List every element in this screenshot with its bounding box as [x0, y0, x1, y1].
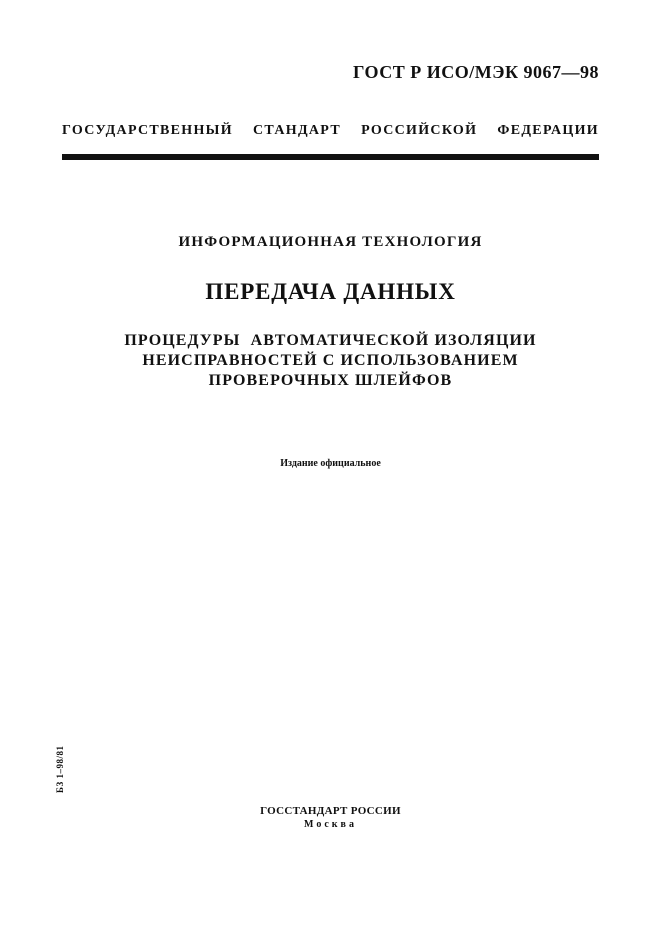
- side-code: БЗ 1–98/81: [55, 745, 65, 793]
- edition-label: Издание официальное: [280, 458, 381, 469]
- subtitle: [62, 331, 599, 391]
- publisher-name: ГОССТАНДАРТ РОССИИ: [260, 805, 401, 817]
- subtitle-line: ПРОВЕРОЧНЫХ ШЛЕЙФОВ: [208, 372, 453, 389]
- header-word: ГОСУДАРСТВЕННЫЙ: [62, 123, 233, 138]
- header-word: ФЕДЕРАЦИИ: [497, 123, 599, 138]
- header-word: СТАНДАРТ: [253, 123, 341, 138]
- publisher-city: Москва: [304, 819, 357, 830]
- standard-number: ГОСТ Р ИСО/МЭК 9067—98: [353, 62, 599, 82]
- subtitle-line: ПРОЦЕДУРЫ АВТОМАТИЧЕСКОЙ ИЗОЛЯЦИИ: [124, 332, 537, 349]
- header-word: РОССИЙСКОЙ: [361, 123, 478, 138]
- subject-area-title: ИНФОРМАЦИОННАЯ ТЕХНОЛОГИЯ: [178, 234, 483, 250]
- header-rule: [62, 154, 599, 160]
- main-title: ПЕРЕДАЧА ДАННЫХ: [205, 279, 456, 304]
- state-standard-header: [62, 123, 599, 139]
- subtitle-line: НЕИСПРАВНОСТЕЙ С ИСПОЛЬЗОВАНИЕМ: [142, 352, 519, 369]
